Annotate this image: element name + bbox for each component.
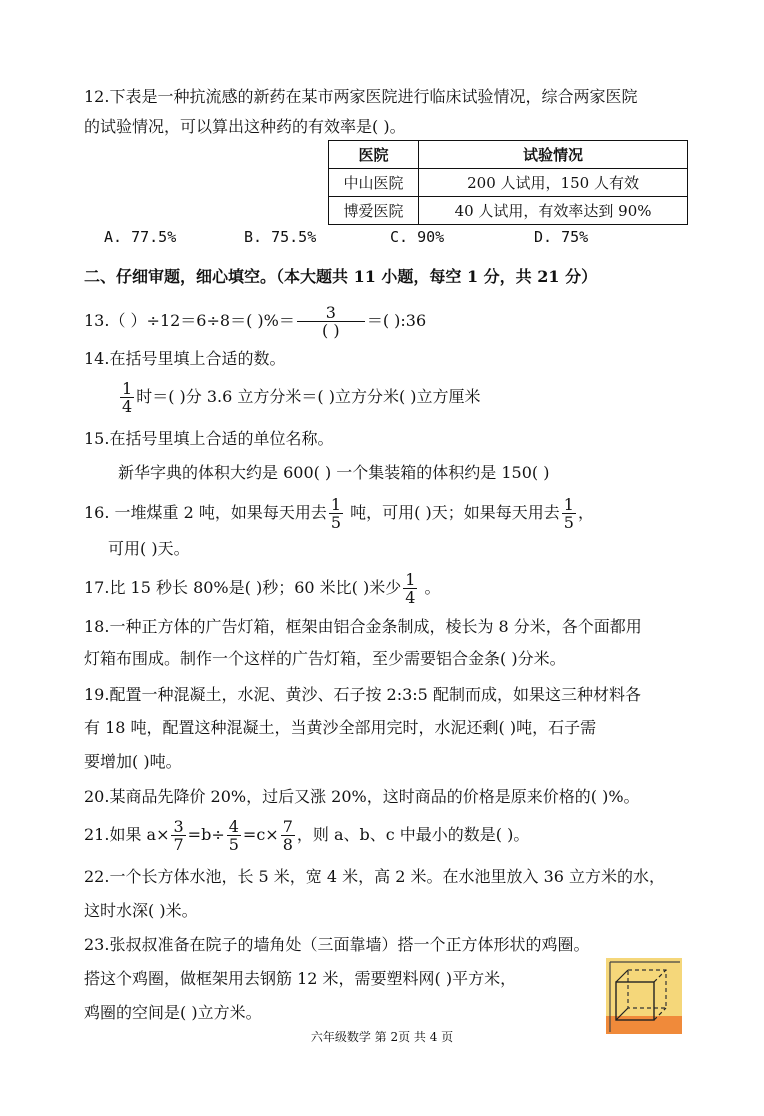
q18-line1: 18.一种正方体的广告灯箱，框架由铝合金条制成，棱长为 8 分米，各个面都用 [84,617,642,636]
q17-fraction [403,571,417,606]
q21-f2-den: 5 [228,835,239,854]
q17-part2: 。 [419,578,441,597]
q13-frac-den: ( ) [297,321,365,339]
q21-f1-num: 3 [173,817,184,836]
table-header-row [329,141,688,169]
q16-line1 [84,491,594,535]
q14-line1: 14.在括号里填上合适的数。 [84,349,286,368]
table-cell: 40 人试用，有效率达到 90% [419,197,688,225]
q16-frac2-den: 5 [563,513,574,532]
q13-part1: 13.（ ）÷12＝6÷8＝( )%＝ [84,311,295,330]
q23-line1: 23.张叔叔准备在院子的墙角处（三面靠墙）搭一个正方体形状的鸡圈。 [84,935,590,954]
option-b: B. 75.5% [244,228,317,246]
q21-part4: ，则 a、b、c 中最小的数是( )。 [296,825,530,844]
q21-f3-den: 8 [282,835,293,854]
q13-frac-num: 3 [325,303,336,322]
q16-part2: 吨，可用( )天；如果每天用去 [345,503,560,522]
option-d: D. 75% [534,228,589,246]
q21-part2: =b÷ [187,825,225,844]
q21-f2-num: 4 [228,817,239,836]
q21-part1: 21.如果 a× [84,825,170,844]
q19-line1: 19.配置一种混凝土，水泥、黄沙、石子按 2:3:5 配制而成，如果这三种材料各 [84,685,641,704]
q16-line2: 可用( )天。 [108,539,190,558]
table-header-hospital: 医院 [329,141,419,169]
q21-f1-den: 7 [173,835,184,854]
section-heading: 二、仔细审题，细心填空。（本大题共 11 小题，每空 1 分，共 21 分） [84,267,598,286]
q13-fraction [297,304,365,339]
q23-line2: 搭这个鸡圈，做框架用去钢筋 12 米，需要塑料网( )平方米， [84,969,517,988]
q17 [84,565,441,611]
q16-fraction-1 [329,496,343,531]
q21-fraction-2 [227,818,241,853]
q19-line3: 要增加( )吨。 [84,752,182,771]
q14-frac-num: 1 [122,379,133,398]
q22-line2: 这时水深( )米。 [84,901,198,920]
q19-line2: 有 18 吨，配置这种混凝土，当黄沙全部用完时，水泥还剩( )吨，石子需 [84,718,597,737]
q13-part2: ＝( ):36 [366,311,427,330]
q14-text: 时＝( )分 3.6 立方分米＝( )立方分米( )立方厘米 [136,387,481,406]
q21-part3: =c× [242,825,279,844]
q14-fraction [120,380,134,415]
q16-frac2-num: 1 [563,495,574,514]
q14-frac-den: 4 [122,397,133,416]
trial-table [328,140,688,225]
table-cell: 博爱医院 [329,197,419,225]
q22-line1: 22.一个长方体水池，长 5 米，宽 4 米，高 2 米。在水池里放入 36 立方米的水， [84,867,666,886]
q12-line2: 的试验情况，可以算出这种药的有效率是( )。 [84,117,406,136]
table-header-trial: 试验情况 [419,141,688,169]
q21-fraction-3 [281,818,295,853]
q21 [84,810,529,860]
chicken-coop-cube-figure [606,958,682,1034]
q16-frac1-num: 1 [330,495,342,514]
q14-line2 [118,375,481,419]
table-row [329,169,688,197]
q17-frac-num: 1 [405,570,416,589]
q16-part1: 16. 一堆煤重 2 吨，如果每天用去 [84,503,327,522]
q15-line2: 新华字典的体积大约是 600( ) 一个集装箱的体积约是 150( ) [118,463,550,482]
q15-line1: 15.在括号里填上合适的单位名称。 [84,429,334,448]
table-row [329,197,688,225]
q21-fraction-1 [171,818,185,853]
option-a: A. 77.5% [104,228,177,246]
q20-line1: 20.某商品先降价 20%，过后又涨 20%，这时商品的价格是原来价格的( )%。 [84,787,640,806]
q23-line3: 鸡圈的空间是( )立方米。 [84,1003,262,1022]
q16-part3: ， [577,503,594,522]
q17-part1: 17.比 15 秒长 80%是( )秒；60 米比( )米少 [84,578,402,597]
option-c: C. 90% [390,228,445,246]
q12-line1: 12.下表是一种抗流感的新药在某市两家医院进行临床试验情况，综合两家医院 [84,87,638,106]
q17-frac-den: 4 [405,588,416,607]
q18-line2: 灯箱布围成。制作一个这样的广告灯箱，至少需要铝合金条( )分米。 [84,649,566,668]
q16-fraction-2 [562,496,576,531]
q16-frac1-den: 5 [330,513,342,532]
table-cell: 中山医院 [329,169,419,197]
table-cell: 200 人试用，150 人有效 [419,169,688,197]
q13 [84,298,426,344]
q21-f3-num: 7 [282,817,293,836]
page-footer: 六年级数学 第 2页 共 4 页 [310,1030,454,1044]
